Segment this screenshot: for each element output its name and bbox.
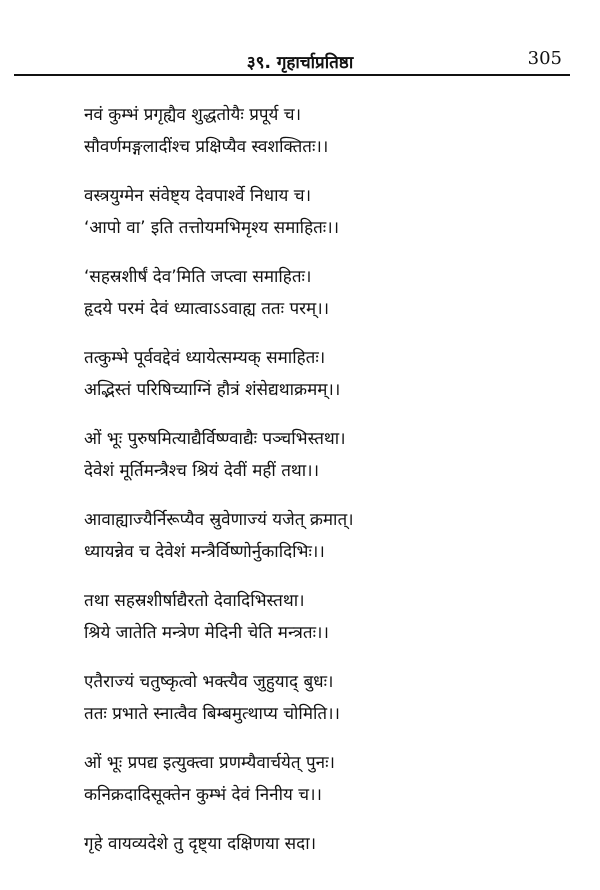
stanza	[84, 667, 584, 730]
verse-line: ‘सहस्रशीर्षं देव’मिति जप्त्वा समाहितः।	[84, 267, 312, 287]
verse-line: हृदये परमं देवं ध्यात्वाऽऽवाह्य ततः परम्।।	[84, 298, 330, 319]
stanza	[84, 100, 584, 163]
stanza	[84, 829, 584, 861]
stanza	[84, 181, 584, 244]
verse-line: ध्यायन्नेव च देवेशं मन्त्रैर्विष्णोर्नुकादिभिः।।	[84, 541, 325, 562]
verse-line: आवाह्याज्यैर्निरूप्यैव स्रुवेणाज्यं यजेत् क्रमात्।	[84, 510, 354, 530]
verse-line: देवेशं मूर्तिमन्त्रैश्च श्रियं देवीं महीं तथा।।	[84, 460, 320, 481]
verse-line: अद्भिस्तं परिषिच्याग्निं हौत्रं शंसेद्यथाक्रमम्।।	[84, 379, 341, 400]
verse-line: तत्कुम्भे पूर्ववद्देवं ध्यायेत्सम्यक् समाहितः।	[84, 348, 326, 368]
stanza	[84, 262, 584, 325]
stanza	[84, 424, 584, 487]
running-title: ३९. गृहार्चाप्रतिष्ठा	[246, 53, 354, 73]
verse-line: वस्त्रयुग्मेन संवेष्ट्य देवपार्श्वे निधाय च।	[84, 186, 312, 206]
verse-line: तथा सहस्रशीर्षाद्यैरतो देवादिभिस्तथा।	[84, 591, 305, 611]
stanza	[84, 586, 584, 649]
verse-line: एतैराज्यं चतुष्कृत्वो भक्त्यैव जुहुयाद् बुधः।	[84, 672, 334, 692]
verse-line: कनिक्रदादिसूक्तेन कुम्भं देवं निनीय च।।	[84, 784, 322, 805]
verse-line: ततः प्रभाते स्नात्वैव बिम्बमुत्थाप्य चोमिति।।	[84, 703, 340, 724]
stanza	[84, 505, 584, 568]
stanza	[84, 343, 584, 406]
verse-line: नवं कुम्भं प्रगृह्यैव शुद्धतोयैः प्रपूर्य च।	[84, 105, 302, 125]
page-number: 305	[527, 48, 562, 69]
header-rule	[14, 74, 570, 76]
stanza	[84, 748, 584, 811]
verse-line: ओं भूः प्रपद्य इत्युक्त्वा प्रणम्यैवार्चयेत् पुनः।	[84, 753, 335, 773]
verse-text	[84, 100, 584, 879]
verse-line: सौवर्णमङ्गलादींश्च प्रक्षिप्यैव स्वशक्तितः।।	[84, 136, 329, 157]
verse-line: गृहे वायव्यदेशे तु दृष्ट्या दक्षिणया सदा।	[84, 834, 317, 854]
verse-line: ओं भूः पुरुषमित्याद्यैर्विष्ण्वाद्यैः पञ्चभिस्तथा।	[84, 429, 346, 449]
verse-line: ‘आपो वा’ इति तत्तोयमभिमृश्य समाहितः।।	[84, 217, 340, 238]
verse-line: श्रिये जातेति मन्त्रेण मेदिनी चेति मन्त्रतः।।	[84, 622, 329, 643]
